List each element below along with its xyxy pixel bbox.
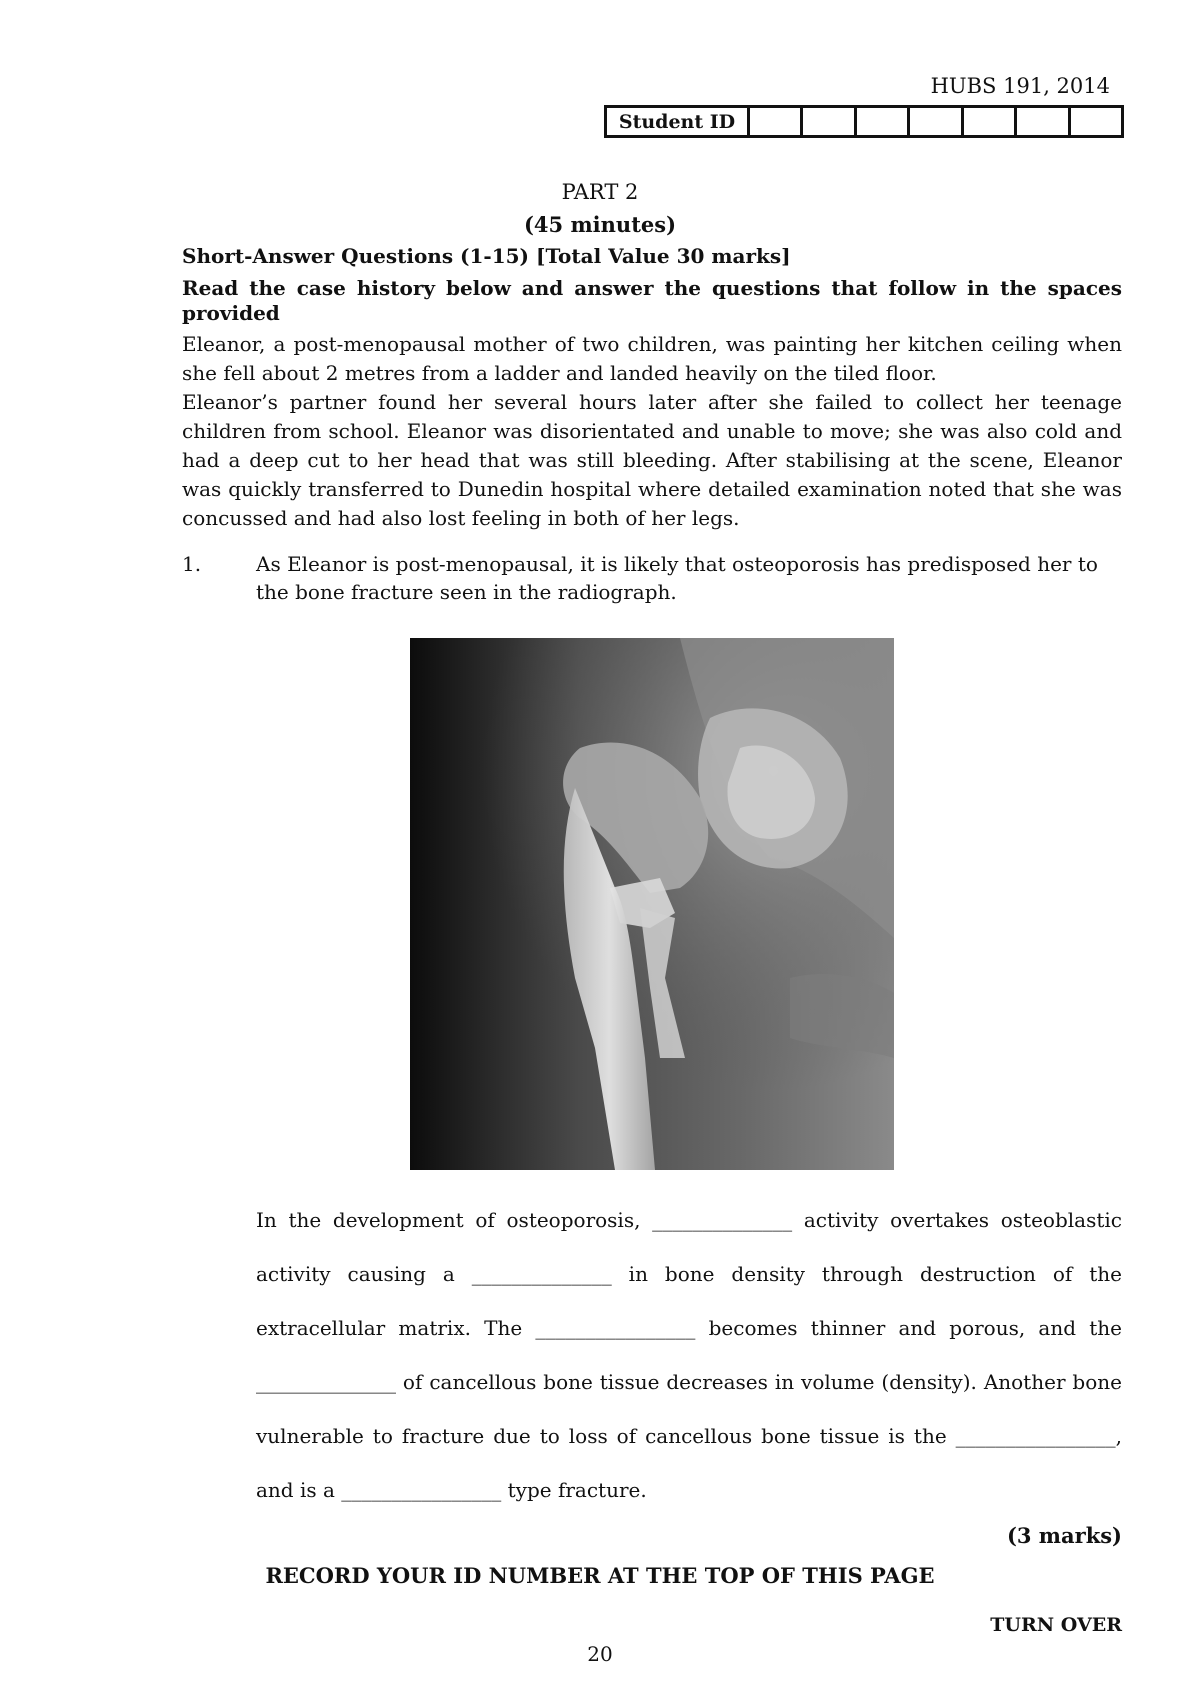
- student-id-cell[interactable]: [857, 108, 910, 135]
- question-1: [182, 550, 1122, 606]
- student-id-cell[interactable]: [803, 108, 856, 135]
- student-id-cell[interactable]: [1071, 108, 1121, 135]
- student-id-cell[interactable]: [910, 108, 963, 135]
- student-id-cells: [750, 108, 1121, 135]
- part-title: PART 2: [561, 180, 639, 204]
- section-instruction: Read the case history below and answer the questions that follow in the spaces provided: [182, 276, 1122, 325]
- case-history-paragraph: Eleanor’s partner found her several hours later after she failed to collect her teenage children from school. Eleanor was disorientated and unable to move; she was also cold and had a deep cut to her head that was still bleeding. After stabilising at the scene, Eleanor was quickly transferred to Dunedin hospital where detailed examination noted that she was concussed and had also lost feeling in both of her legs.: [182, 390, 1122, 530]
- student-id-cell[interactable]: [964, 108, 1017, 135]
- student-id-box: [604, 105, 1124, 138]
- turn-over-label: TURN OVER: [990, 1614, 1122, 1636]
- question-marks: (3 marks): [1006, 1523, 1122, 1548]
- case-history-paragraph: Eleanor, a post-menopausal mother of two children, was painting her kitchen ceiling when she fell about 2 metres from a ladder and landed heavily on the tiled floor.: [182, 332, 1122, 385]
- radiograph-image: [410, 638, 894, 1170]
- fill-in-the-blank-text[interactable]: In the development of osteoporosis, ______________ activity overtakes osteoblastic activity causing a ______________ in bone density through destruction of the extracellular matrix. The ________________ becomes thinner and porous, and the ______________ of cancellous bone tissue decreases in volume (density). Another bone vulnerable to fracture due to loss of cancellous bone tissue is the ________________, and is a ________________ type fracture.: [256, 1208, 1122, 1502]
- section-title: Short-Answer Questions (1-15) [Total Value 30 marks]: [182, 244, 791, 268]
- page-number: 20: [587, 1642, 613, 1666]
- student-id-cell[interactable]: [750, 108, 803, 135]
- part-duration: (45 minutes): [523, 212, 677, 237]
- student-id-label: Student ID: [607, 108, 750, 135]
- course-code: HUBS 191, 2014: [930, 74, 1110, 98]
- question-number: 1.: [182, 552, 202, 576]
- record-id-instruction: RECORD YOUR ID NUMBER AT THE TOP OF THIS PAGE: [265, 1563, 935, 1588]
- case-history: [182, 330, 1122, 533]
- student-id-cell[interactable]: [1017, 108, 1070, 135]
- question-text: As Eleanor is post-menopausal, it is likely that osteoporosis has predisposed her to the bone fracture seen in the radiograph.: [256, 552, 1098, 604]
